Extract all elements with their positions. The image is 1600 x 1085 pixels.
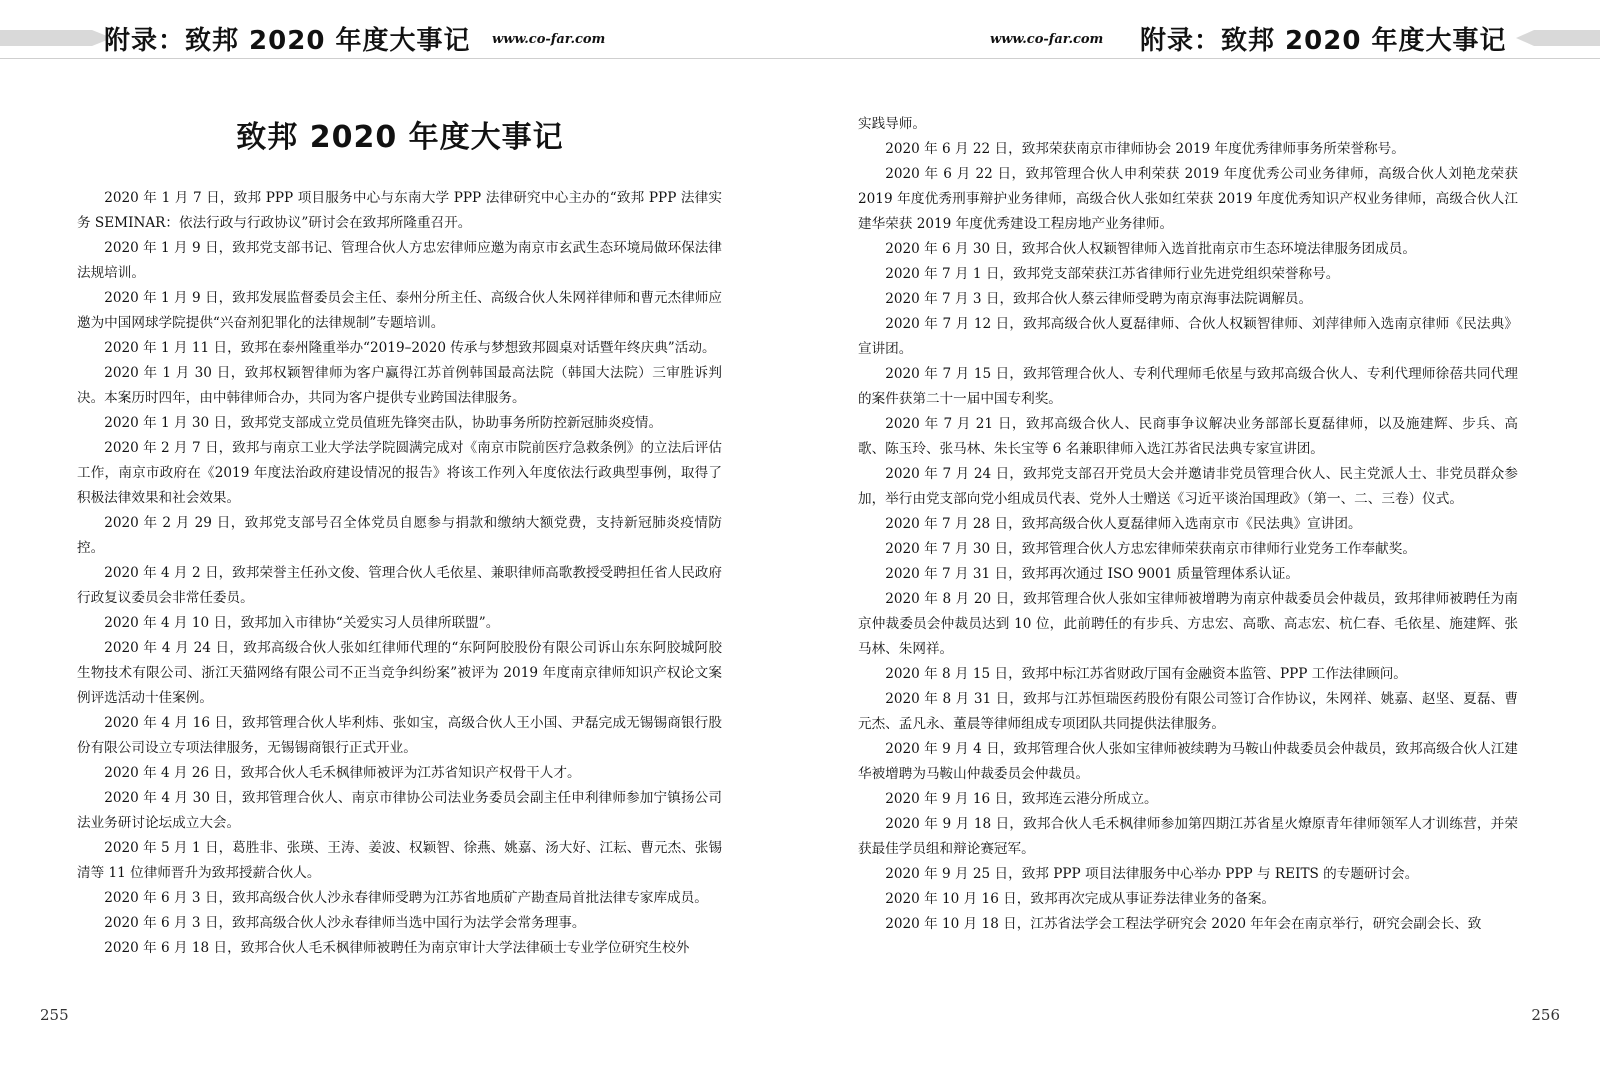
event-entry: 2020 年 8 月 31 日，致邦与江苏恒瑞医药股份有限公司签订合作协议，朱网祥、姚嘉、赵坚、夏磊、曹元杰、孟凡永、董晨等律师组成专项团队共同提供法律服务。	[858, 691, 1518, 732]
event-entry: 2020 年 6 月 3 日，致邦高级合伙人沙永春律师受聘为江苏省地质矿产勘查局首批法律专家库成员。	[104, 890, 708, 906]
event-entry: 2020 年 6 月 22 日，致邦荣获南京市律师协会 2019 年度优秀律师事务所荣誉称号。	[885, 141, 1405, 157]
right-page	[800, 0, 1600, 1085]
event-entry: 2020 年 7 月 12 日，致邦高级合伙人夏磊律师、合伙人权颖智律师、刘萍律师入选南京律师《民法典》宣讲团。	[858, 316, 1518, 357]
event-entry: 2020 年 1 月 30 日，致邦党支部成立党员值班先锋突击队，协助事务所防控新冠肺炎疫情。	[104, 415, 663, 431]
event-entry: 2020 年 7 月 21 日，致邦高级合伙人、民商事争议解决业务部部长夏磊律师，以及施建辉、步兵、高歌、陈玉玲、张马林、朱长宝等 6 名兼职律师入选江苏省民法典专家宣讲团。	[858, 416, 1518, 457]
event-entry: 2020 年 8 月 15 日，致邦中标江苏省财政厅国有金融资本监管、PPP 工作法律顾问。	[885, 666, 1407, 682]
event-entry: 2020 年 7 月 24 日，致邦党支部召开党员大会并邀请非党员管理合伙人、民主党派人士、非党员群众参加，举行由党支部向党小组成员代表、党外人士赠送《习近平谈治国理政》（第一、二、三卷）仪式。	[858, 466, 1518, 507]
header-decor-bar	[1534, 30, 1600, 46]
event-entry: 2020 年 6 月 30 日，致邦合伙人权颖智律师入选首批南京市生态环境法律服务团成员。	[885, 241, 1416, 257]
event-entry: 2020 年 1 月 9 日，致邦发展监督委员会主任、泰州分所主任、高级合伙人朱网祥律师和曹元杰律师应邀为中国网球学院提供“兴奋剂犯罪化的法律规制”专题培训。	[77, 290, 722, 331]
event-entry: 2020 年 6 月 22 日，致邦管理合伙人申利荣获 2019 年度优秀公司业务律师，高级合伙人刘艳龙荣获 2019 年度优秀刑事辩护业务律师，高级合伙人张如红荣获 2019 年度优秀知识产权业务律师，高级合伙人江建华荣获 2019 年度优秀建设工程房地产业务律师。	[858, 166, 1518, 232]
event-entry: 2020 年 2 月 7 日，致邦与南京工业大学法学院圆满完成对《南京市院前医疗急救条例》的立法后评估工作，南京市政府在《2019 年度法治政府建设情况的报告》将该工作列入年度依法行政典型事例，取得了积极法律效果和社会效果。	[77, 440, 722, 506]
header-divider	[0, 58, 800, 59]
event-entry: 2020 年 9 月 4 日，致邦管理合伙人张如宝律师被续聘为马鞍山仲裁委员会仲裁员，致邦高级合伙人江建华被增聘为马鞍山仲裁委员会仲裁员。	[858, 741, 1518, 782]
header-decor-arrow	[1516, 30, 1534, 46]
event-entry: 2020 年 9 月 16 日，致邦连云港分所成立。	[885, 791, 1158, 807]
left-page-content	[77, 186, 722, 961]
event-entry: 2020 年 4 月 16 日，致邦管理合伙人毕利炜、张如宝，高级合伙人王小国、尹磊完成无锡锡商银行股份有限公司设立专项法律服务，无锡锡商银行正式开业。	[77, 715, 722, 756]
event-entry: 2020 年 6 月 18 日，致邦合伙人毛禾枫律师被聘任为南京审计大学法律硕士专业学位研究生校外	[104, 940, 690, 956]
event-entry: 2020 年 7 月 3 日，致邦合伙人蔡云律师受聘为南京海事法院调解员。	[885, 291, 1313, 307]
event-entry: 2020 年 4 月 24 日，致邦高级合伙人张如红律师代理的“东阿阿胶股份有限公司诉山东东阿胶城阿胶生物技术有限公司、浙江天猫网络有限公司不正当竞争纠纷案”被评为 2019 年度南京律师知识产权论文案例评选活动十佳案例。	[77, 640, 722, 706]
event-entry: 2020 年 1 月 11 日，致邦在泰州隆重举办“2019–2020 传承与梦想致邦圆桌对话暨年终庆典”活动。	[104, 340, 716, 356]
event-entry: 2020 年 8 月 20 日，致邦管理合伙人张如宝律师被增聘为南京仲裁委员会仲裁员，致邦律师被聘任为南京仲裁委员会仲裁员达到 10 位，此前聘任的有步兵、方忠宏、高歌、高志宏、杭仁春、毛依星、施建辉、张马林、朱网祥。	[858, 591, 1518, 657]
right-page-content	[858, 112, 1518, 937]
event-entry: 2020 年 7 月 1 日，致邦党支部荣获江苏省律师行业先进党组织荣誉称号。	[885, 266, 1340, 282]
event-entry: 2020 年 4 月 26 日，致邦合伙人毛禾枫律师被评为江苏省知识产权骨干人才。	[104, 765, 581, 781]
event-entry: 2020 年 7 月 31 日，致邦再次通过 ISO 9001 质量管理体系认证。	[885, 566, 1299, 582]
page-number: 255	[40, 1006, 69, 1024]
event-entry: 2020 年 10 月 18 日，江苏省法学会工程法学研究会 2020 年年会在南京举行，研究会副会长、致	[885, 916, 1482, 932]
event-entry: 2020 年 6 月 3 日，致邦高级合伙人沙永春律师当选中国行为法学会常务理事。	[104, 915, 586, 931]
left-page-header	[0, 18, 800, 56]
event-entry: 2020 年 4 月 30 日，致邦管理合伙人、南京市律协公司法业务委员会副主任申利律师参加宁镇扬公司法业务研讨论坛成立大会。	[77, 790, 722, 831]
event-entry: 2020 年 5 月 1 日，葛胜非、张瑛、王涛、姜波、权颖智、徐燕、姚嘉、汤大好、江耘、曹元杰、张锡清等 11 位律师晋升为致邦授薪合伙人。	[77, 840, 722, 881]
event-entry: 2020 年 4 月 10 日，致邦加入市律协“关爱实习人员律所联盟”。	[104, 615, 500, 631]
header-decor-bar	[0, 30, 92, 46]
continued-paragraph: 实践导师。	[858, 116, 926, 132]
header-divider	[800, 58, 1600, 59]
event-entry: 2020 年 1 月 7 日，致邦 PPP 项目服务中心与东南大学 PPP 法律研究中心主办的“致邦 PPP 法律实务 SEMINAR：依法行政与行政协议”研讨会在致邦所隆重召开。	[77, 190, 722, 231]
header-url: www.co-far.com	[990, 32, 1104, 47]
event-entry: 2020 年 10 月 16 日，致邦再次完成从事证券法律业务的备案。	[885, 891, 1276, 907]
header-title: 附录：致邦 2020 年度大事记	[1140, 26, 1507, 56]
event-entry: 2020 年 9 月 25 日，致邦 PPP 项目法律服务中心举办 PPP 与 REITS 的专题研讨会。	[885, 866, 1419, 882]
event-entry: 2020 年 9 月 18 日，致邦合伙人毛禾枫律师参加第四期江苏省星火燎原青年律师领军人才训练营，并荣获最佳学员组和辩论赛冠军。	[858, 816, 1518, 857]
event-entry: 2020 年 7 月 28 日，致邦高级合伙人夏磊律师入选南京市《民法典》宣讲团。	[885, 516, 1362, 532]
event-entry: 2020 年 1 月 9 日，致邦党支部书记、管理合伙人方忠宏律师应邀为南京市玄武生态环境局做环保法律法规培训。	[77, 240, 722, 281]
header-title: 附录：致邦 2020 年度大事记	[104, 26, 471, 56]
right-page-header	[800, 18, 1600, 56]
page-number: 256	[1531, 1006, 1560, 1024]
event-entry: 2020 年 7 月 15 日，致邦管理合伙人、专利代理师毛依星与致邦高级合伙人、专利代理师徐蓓共同代理的案件获第二十一届中国专利奖。	[858, 366, 1518, 407]
event-entry: 2020 年 1 月 30 日，致邦权颖智律师为客户赢得江苏首例韩国最高法院（韩国大法院）三审胜诉判决。本案历时四年，由中韩律师合办，共同为客户提供专业跨国法律服务。	[77, 365, 722, 406]
event-entry: 2020 年 2 月 29 日，致邦党支部号召全体党员自愿参与捐款和缴纳大额党费，支持新冠肺炎疫情防控。	[77, 515, 722, 556]
event-entry: 2020 年 4 月 2 日，致邦荣誉主任孙文俊、管理合伙人毛依星、兼职律师高歌教授受聘担任省人民政府行政复议委员会非常任委员。	[77, 565, 722, 606]
page-title: 致邦 2020 年度大事记	[236, 120, 564, 155]
header-url: www.co-far.com	[492, 32, 606, 47]
event-entry: 2020 年 7 月 30 日，致邦管理合伙人方忠宏律师荣获南京市律师行业党务工作奉献奖。	[885, 541, 1416, 557]
